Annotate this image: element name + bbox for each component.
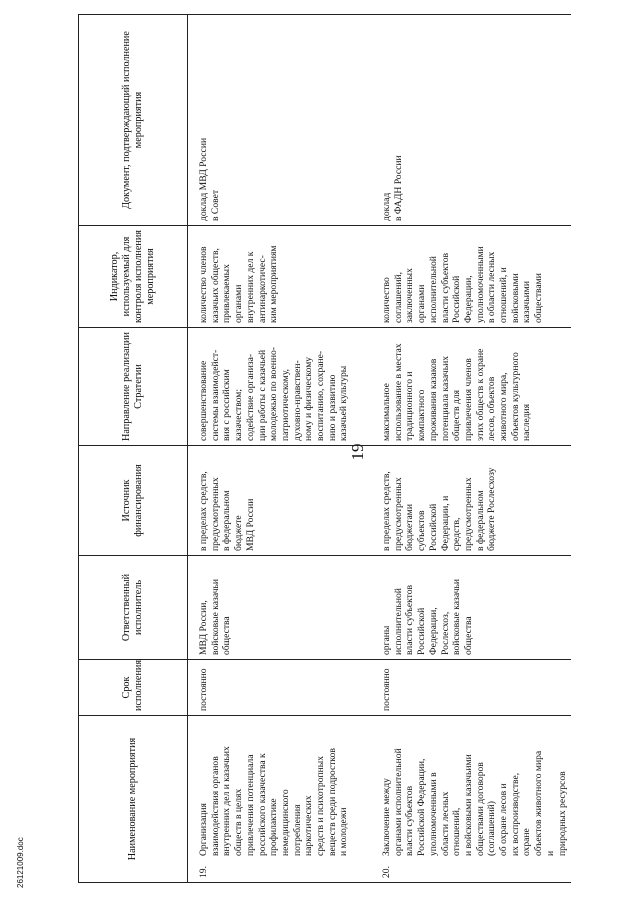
cell-term: постоянно bbox=[188, 660, 372, 716]
table-row bbox=[188, 15, 372, 883]
measure-name: Заключение между органами исполнительной власти субъектов Российской Федерации, уполномоченными в области лесных отношений, и войсковыми казачьими обществами договоров (соглашений) об охране лесов и их воспроизводстве, охране объектов животного мира и природных ресурсов bbox=[381, 748, 568, 856]
header-row bbox=[79, 15, 188, 883]
rotated-table-container bbox=[78, 15, 568, 883]
measure-name: Организация взаимодействия органов внутренних дел и казачьих обществ в целях привлечения потенциала российского казачества к профилактике немедицинского потребления наркотических средств и психотропных веществ среди подростков и молодежи bbox=[198, 746, 350, 856]
table-row bbox=[371, 15, 571, 883]
header-executor: Ответственный исполнитель bbox=[79, 556, 188, 660]
cell-term: постоянно bbox=[371, 660, 571, 716]
header-indicator: Индикатор, используемый для контроля исполнения мероприятия bbox=[79, 226, 188, 328]
cell-document: доклад в ФАДН России bbox=[371, 15, 571, 226]
header-direction: Направление реализации Стратегии bbox=[79, 328, 188, 446]
cell-name bbox=[371, 716, 571, 883]
measures-table bbox=[78, 14, 571, 883]
header-term: Срок исполнения bbox=[79, 660, 188, 716]
cell-indicator: количество членов казачьих обществ, привлекаемых органами внутренних дел к антинаркотичес- ким мероприятиям bbox=[188, 226, 372, 328]
row-number: 19. bbox=[198, 866, 209, 878]
cell-direction: совершенствование системы взаимодейст- вия с российским казачеством; содействие организа- ции работы с казачьей молодежью по военно- патриотическому, духовно-нравствен- ному и физическому воспитанию, сохране- нию и развитию казачьей культуры bbox=[188, 328, 372, 446]
cell-source: в пределах средств, предусмотренных в федеральном бюджете МВД России bbox=[188, 446, 372, 556]
cell-executor: МВД России, войсковые казачьи общества bbox=[188, 556, 372, 660]
header-document: Документ, подтверждающий исполнение мероприятия bbox=[79, 15, 188, 226]
header-source: Источник финансирования bbox=[79, 446, 188, 556]
cell-name bbox=[188, 716, 372, 883]
cell-source: в пределах средств, предусмотренных бюджетами субъектов Российской Федерации, и средств, предусмотренных в федеральном бюджете Рослесхозу bbox=[371, 446, 571, 556]
cell-executor: органы исполнительной власти субъектов Российской Федерации, Рослесхоз, войсковые казачьи общества bbox=[371, 556, 571, 660]
page-number: 19 bbox=[348, 443, 367, 461]
document-footer: 26121009.doc bbox=[16, 837, 25, 888]
header-name: Наименование мероприятия bbox=[79, 716, 188, 883]
cell-direction: максимальное использование в местах традиционного и компактного проживания казаков потенциала казачьих обществ для привлечения членов этих обществ к охране лесов, объектов животного мира, объектов культурного наследия bbox=[371, 328, 571, 446]
cell-indicator: количество соглашений, заключенных органами исполнительной власти субъектов Российской Федерации, уполномоченными в области лесных отношений, и войсковыми казачьими обществами bbox=[371, 226, 571, 328]
row-number: 20. bbox=[381, 866, 392, 878]
cell-document: доклад МВД России в Совет bbox=[188, 15, 372, 226]
